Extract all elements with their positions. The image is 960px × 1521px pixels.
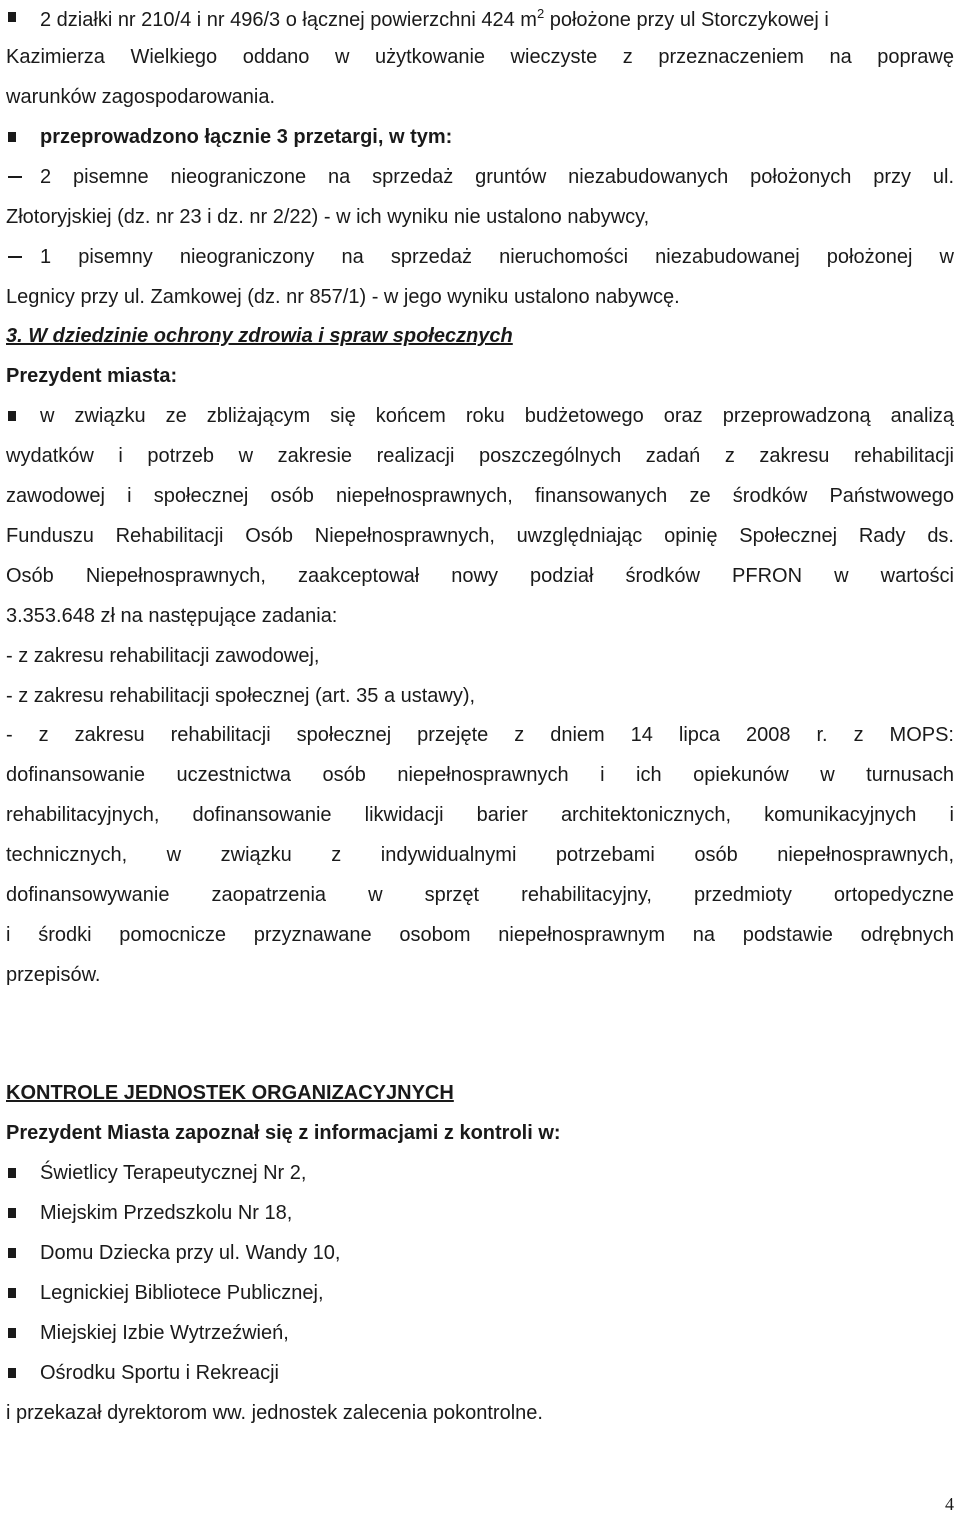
paragraph-line: wydatków i potrzeb w zakresie realizacji poszczególnych zadań z zakresu rehabilitacji xyxy=(6,445,954,467)
superscript: 2 xyxy=(536,6,545,21)
text-span: 2 działki nr 210/4 i nr 496/3 o łącznej powierzchni 424 m xyxy=(40,9,537,31)
list-item: Świetlicy Terapeutycznej Nr 2, xyxy=(40,1162,307,1184)
paragraph-line: przeprowadzono łącznie 3 przetargi, w tym: xyxy=(40,126,453,148)
list-item: Legnickiej Bibliotece Publicznej, xyxy=(40,1282,324,1304)
dash-icon xyxy=(8,176,22,178)
bullet-icon xyxy=(8,132,16,142)
subheading: Prezydent Miasta zapoznał się z informacjami z kontroli w: xyxy=(6,1122,561,1144)
paragraph-line: 1 pisemny nieograniczony na sprzedaż nieruchomości niezabudowanej położonej w xyxy=(40,246,954,268)
paragraph-line: Osób Niepełnosprawnych, zaakceptował nowy podział środków PFRON w wartości xyxy=(6,565,954,587)
paragraph-line: dofinansowanie uczestnictwa osób niepełnosprawnych i ich opiekunów w turnusach xyxy=(6,764,954,786)
paragraph-line: przepisów. xyxy=(6,964,101,986)
paragraph-line: Funduszu Rehabilitacji Osób Niepełnosprawnych, uwzględniając opinię Społecznej Rady ds. xyxy=(6,525,954,547)
list-item: Miejskim Przedszkolu Nr 18, xyxy=(40,1202,293,1224)
bullet-icon xyxy=(8,1168,16,1178)
paragraph-line: zawodowej i społecznej osób niepełnosprawnych, finansowanych ze środków Państwowego xyxy=(6,485,954,507)
subheading: Prezydent miasta: xyxy=(6,365,178,387)
paragraph-line: Kazimierza Wielkiego oddano w użytkowanie wieczyste z przeznaczeniem na poprawę xyxy=(6,46,954,68)
paragraph-line: w związku ze zbliżającym się końcem roku budżetowego oraz przeprowadzoną analizą xyxy=(40,405,954,427)
bullet-icon xyxy=(8,1288,16,1298)
list-item: Domu Dziecka przy ul. Wandy 10, xyxy=(40,1242,341,1264)
page-number: 4 xyxy=(945,1494,954,1514)
paragraph-line: i przekazał dyrektorom ww. jednostek zalecenia pokontrolne. xyxy=(6,1402,543,1424)
section-heading: KONTROLE JEDNOSTEK ORGANIZACYJNYCH xyxy=(6,1082,454,1104)
paragraph-line: warunków zagospodarowania. xyxy=(6,86,276,108)
bullet-icon xyxy=(8,1368,16,1378)
bullet-icon xyxy=(8,1208,16,1218)
bullet-icon xyxy=(8,1248,16,1258)
paragraph-line: - z zakresu rehabilitacji zawodowej, xyxy=(6,645,320,667)
bullet-icon xyxy=(8,1328,16,1338)
paragraph-line xyxy=(40,0,954,40)
paragraph-line: - z zakresu rehabilitacji społecznej przejęte z dniem 14 lipca 2008 r. z MOPS: xyxy=(6,724,954,746)
paragraph-line: technicznych, w związku z indywidualnymi potrzebami osób niepełnosprawnych, xyxy=(6,844,954,866)
paragraph-line: 3.353.648 zł na następujące zadania: xyxy=(6,605,338,627)
paragraph-line: i środki pomocnicze przyznawane osobom niepełnosprawnym na podstawie odrębnych xyxy=(6,924,954,946)
list-item: Miejskiej Izbie Wytrzeźwień, xyxy=(40,1322,289,1344)
paragraph-line: Legnicy przy ul. Zamkowej (dz. nr 857/1) - w jego wyniku ustalono nabywcę. xyxy=(6,286,680,308)
paragraph-line: Złotoryjskiej (dz. nr 23 i dz. nr 2/22) - w ich wyniku nie ustalono nabywcy, xyxy=(6,206,650,228)
paragraph-line: dofinansowywanie zaopatrzenia w sprzęt rehabilitacyjny, przedmioty ortopedyczne xyxy=(6,884,954,906)
paragraph-line: rehabilitacyjnych, dofinansowanie likwidacji barier architektonicznych, komunikacyjnych i xyxy=(6,804,954,826)
bullet-icon xyxy=(8,12,16,22)
paragraph-line: - z zakresu rehabilitacji społecznej (art. 35 a ustawy), xyxy=(6,685,476,707)
paragraph-line: 2 pisemne nieograniczone na sprzedaż gruntów niezabudowanych położonych przy ul. xyxy=(40,166,954,188)
dash-icon xyxy=(8,256,22,258)
text-span: położone przy ul Storczykowej i xyxy=(544,9,829,31)
bullet-icon xyxy=(8,411,16,421)
section-heading: 3. W dziedzinie ochrony zdrowia i spraw społecznych xyxy=(6,325,513,347)
list-item: Ośrodku Sportu i Rekreacji xyxy=(40,1362,279,1384)
